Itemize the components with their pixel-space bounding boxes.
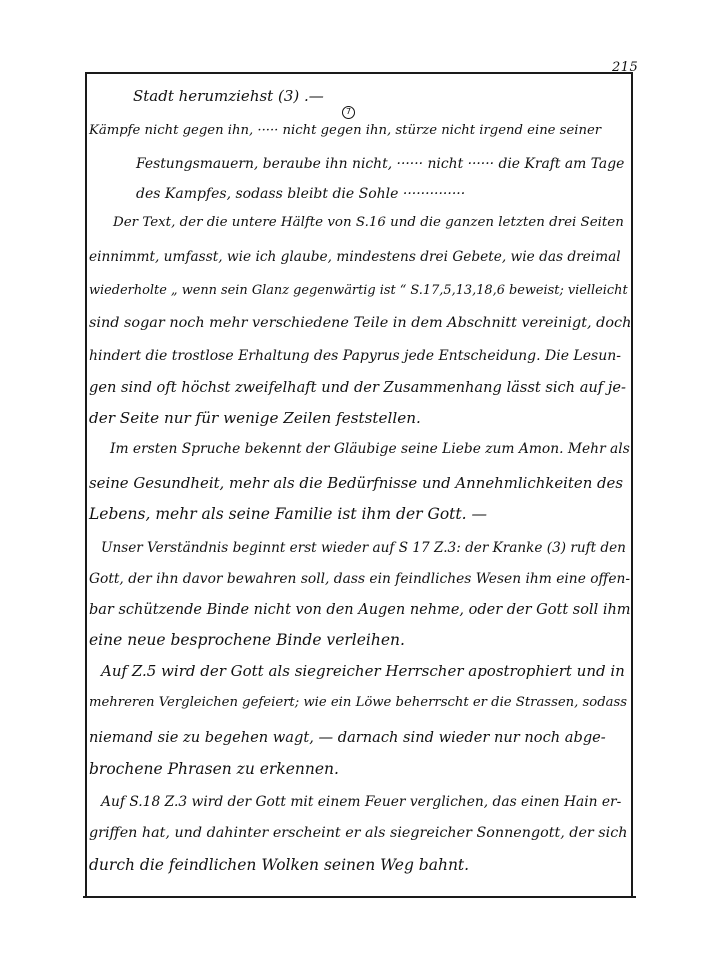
handwritten-line: eine neue besprochene Binde verleihen. — [89, 631, 405, 649]
circled-note-mark: 7 — [342, 106, 355, 119]
handwritten-line: brochene Phrasen zu erkennen. — [89, 760, 339, 778]
handwritten-line: Im ersten Spruche bekennt der Gläubige seine Liebe zum Amon. Mehr als — [110, 441, 630, 457]
handwritten-line: durch die feindlichen Wolken seinen Weg bahnt. — [89, 856, 470, 874]
handwritten-line: Der Text, der die untere Hälfte von S.16 und die ganzen letzten drei Seiten — [113, 215, 624, 230]
handwritten-line: niemand sie zu begehen wagt, — darnach sind wieder nur noch abge- — [89, 729, 606, 746]
handwritten-line: des Kampfes, sodass bleibt die Sohle ·············· — [136, 186, 466, 202]
handwritten-line: der Seite nur für wenige Zeilen feststellen. — [89, 409, 421, 427]
handwritten-line: Auf Z.5 wird der Gott als siegreicher Herrscher apostrophiert und in — [101, 662, 625, 680]
handwritten-line: sind sogar noch mehr verschiedene Teile in dem Abschnitt vereinigt, doch — [89, 315, 632, 331]
handwritten-line: Gott, der ihn davor bewahren soll, dass ein feindliches Wesen ihm eine offen- — [89, 571, 631, 587]
handwritten-line: hindert die trostlose Erhaltung des Papyrus jede Entscheidung. Die Lesun- — [89, 348, 621, 364]
handwritten-line: Lebens, mehr als seine Familie ist ihm der Gott. — — [89, 505, 487, 523]
handwritten-line: bar schützende Binde nicht von den Augen nehme, oder der Gott soll ihm — [89, 602, 631, 618]
handwritten-line: Festungsmauern, beraube ihn nicht, ······ nicht ······ die Kraft am Tage — [136, 156, 625, 172]
handwritten-line: Stadt herumziehst (3) .— — [133, 87, 324, 105]
handwritten-line: seine Gesundheit, mehr als die Bedürfnisse und Annehmlichkeiten des — [89, 474, 624, 492]
handwritten-line: Unser Verständnis beginnt erst wieder auf S 17 Z.3: der Kranke (3) ruft den — [101, 540, 626, 556]
handwritten-line: wiederholte „ wenn sein Glanz gegenwärtig ist “ S.17,5,13,18,6 beweist; vielleicht — [89, 283, 628, 298]
handwritten-line: mehreren Vergleichen gefeiert; wie ein Löwe beherrscht er die Strassen, sodass — [89, 695, 628, 710]
handwritten-line: gen sind oft höchst zweifelhaft und der Zusammenhang lässt sich auf je- — [89, 379, 626, 396]
handwritten-line: einnimmt, umfasst, wie ich glaube, mindestens drei Gebete, wie das dreimal — [89, 249, 621, 265]
page-number: 215 — [612, 60, 639, 75]
handwritten-line: Auf S.18 Z.3 wird der Gott mit einem Feuer verglichen, das einen Hain er- — [101, 794, 622, 810]
handwritten-line: griffen hat, und dahinter erscheint er als siegreicher Sonnengott, der sich — [89, 825, 628, 841]
bottom-rule — [83, 896, 636, 898]
handwritten-line: Kämpfe nicht gegen ihn, ····· nicht gegen ihn, stürze nicht irgend eine seiner — [89, 123, 602, 138]
